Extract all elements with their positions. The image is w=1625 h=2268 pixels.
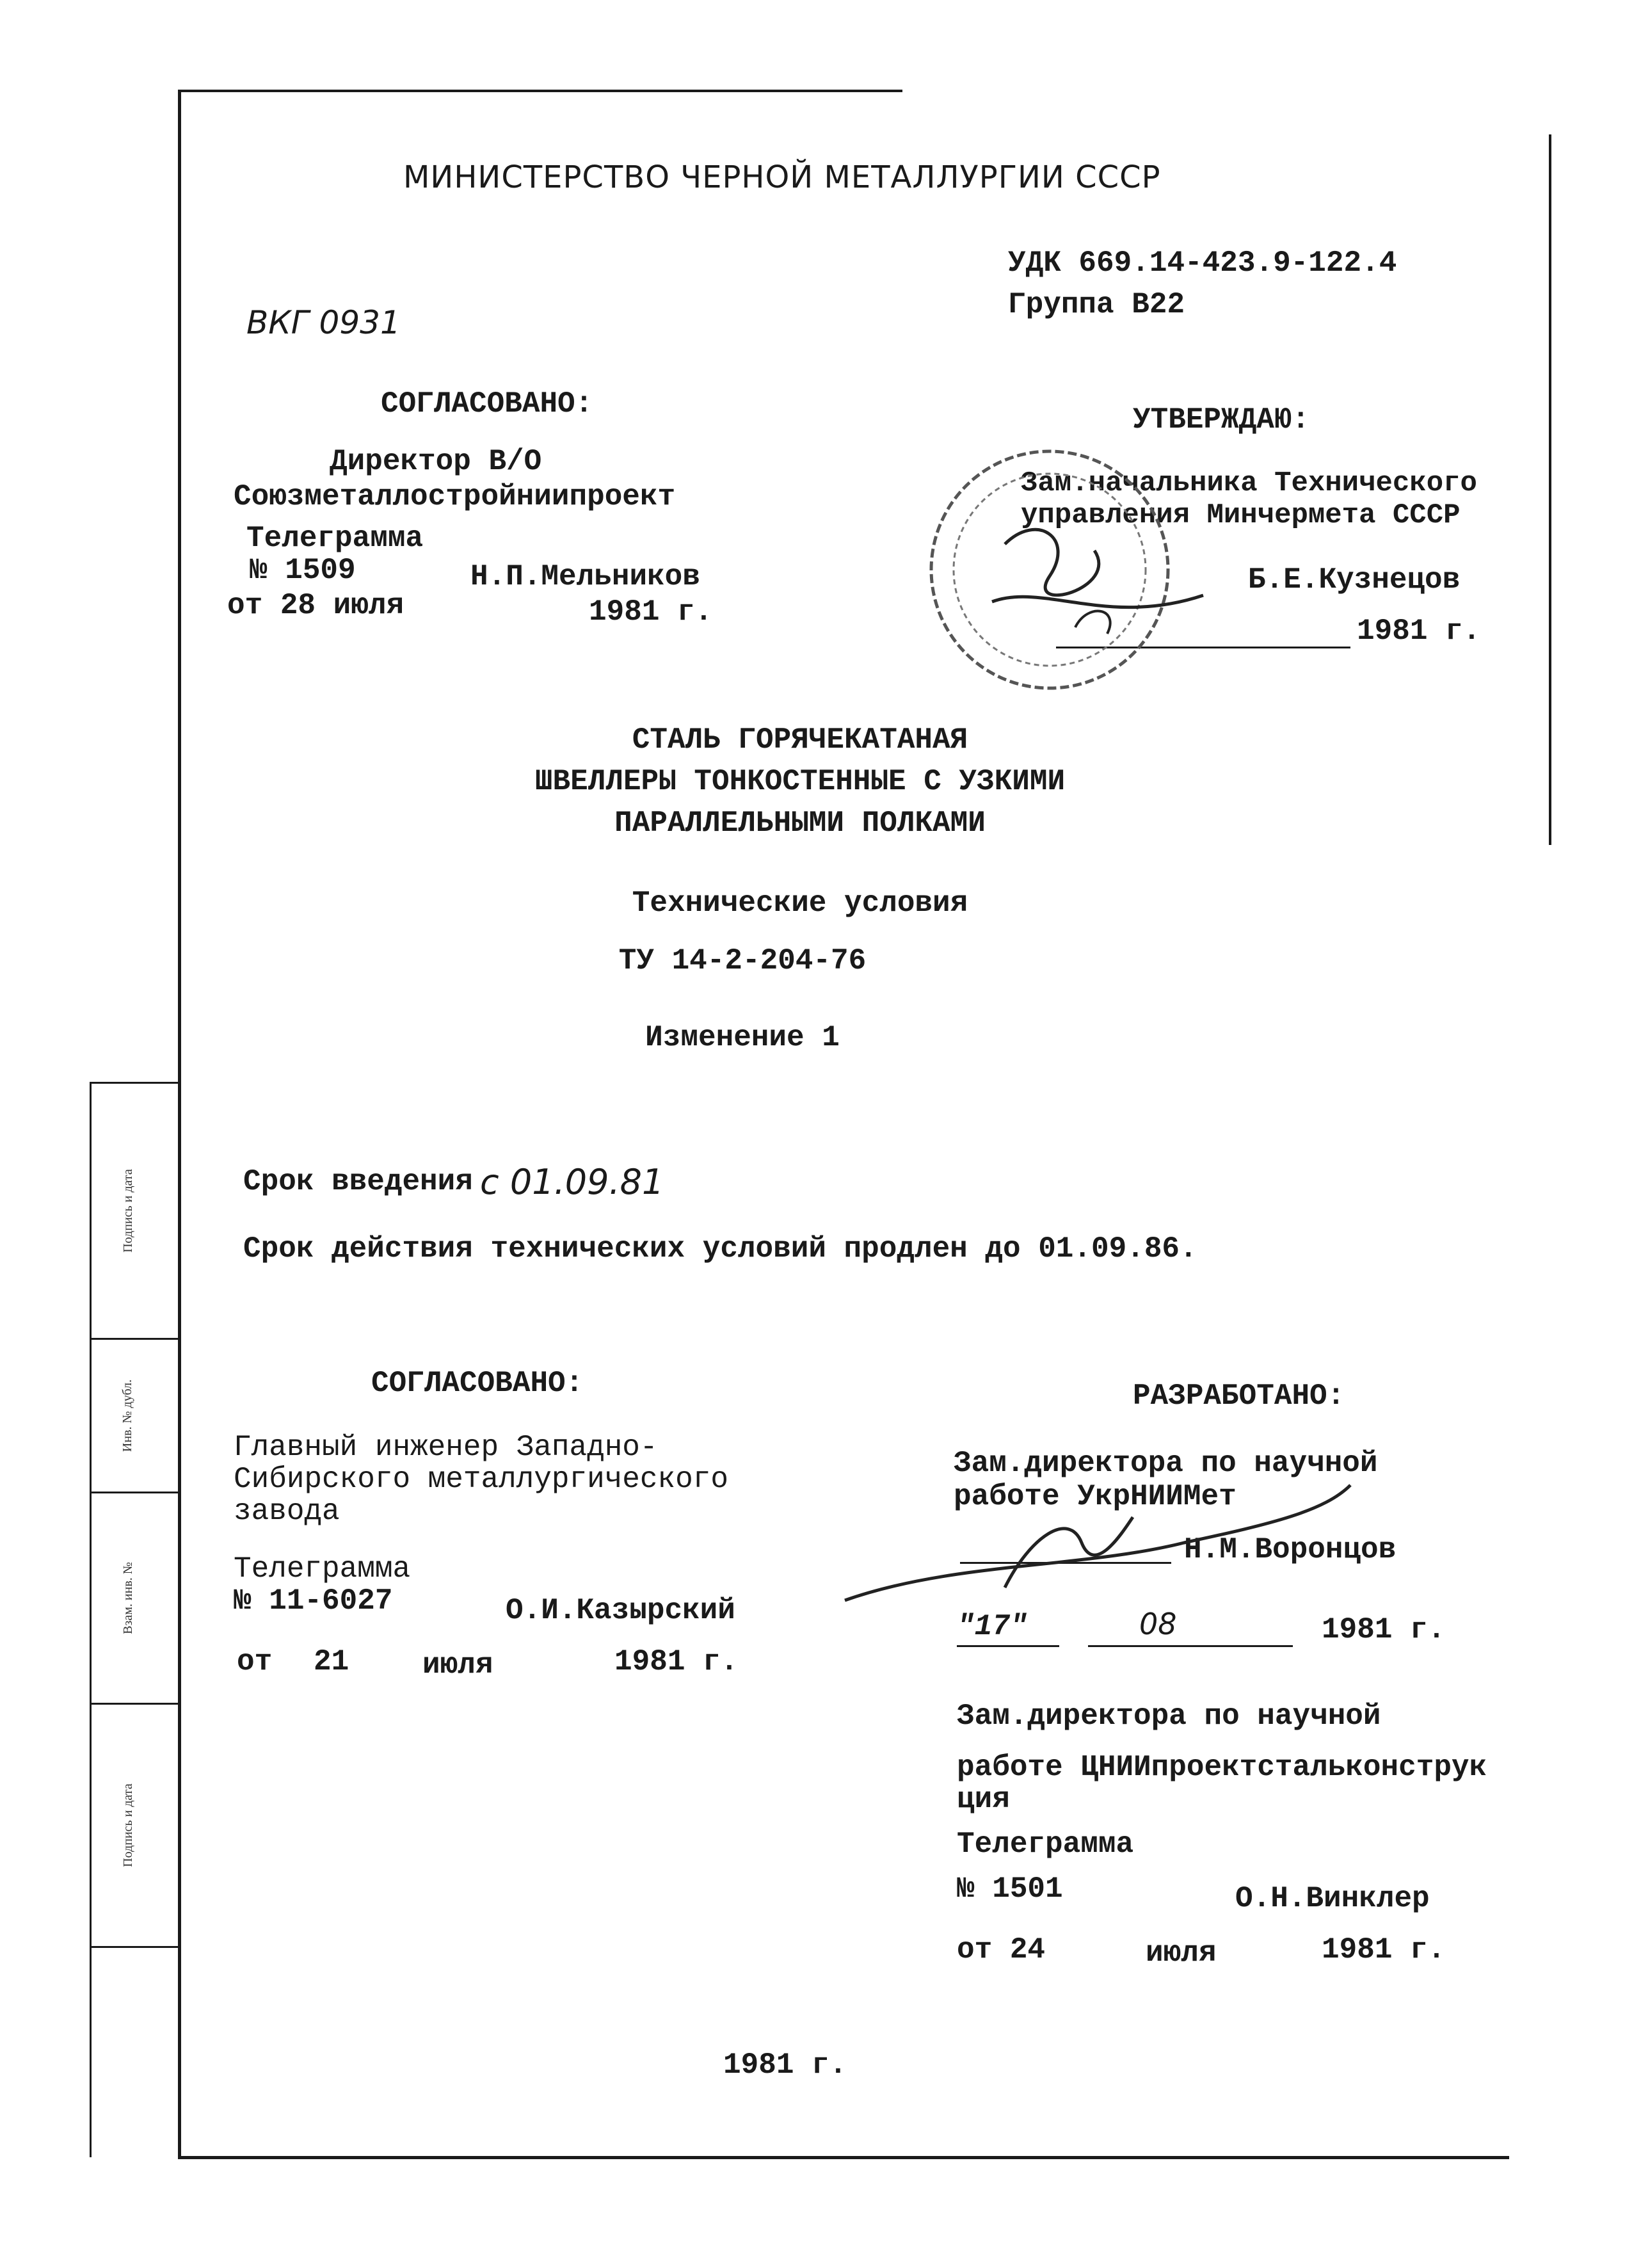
signer-name: Н.П.Мельников [470,560,700,593]
developer-date-day-blank [957,1645,1059,1647]
change-number: Изменение 1 [645,1021,840,1054]
date-year: 1981 г. [614,1645,739,1678]
date-year: 1981 г. [1322,1933,1446,1966]
side-stamp-cell: Подпись и дата [120,1169,135,1253]
date-year: 1981 г. [589,595,713,629]
telegram-number: № 11-6027 [234,1584,393,1618]
developer-position-line-2: работе УкрНИИМет [954,1480,1237,1513]
approval-position: Зам.начальника Технического [1021,467,1477,499]
developer-date-month-blank [1088,1645,1293,1647]
approval-year: 1981 г. [1357,615,1481,648]
approved-organization: Союзметаллостройниипроект [234,480,676,513]
side-stamp-cell: Инв. № дубл. [120,1379,135,1452]
developer-date-month: 08 [1139,1607,1177,1641]
date-month: июля [1146,1936,1217,1970]
developer-date-year: 1981 г. [1322,1613,1446,1646]
date-month: июля [422,1648,493,1682]
intro-date-label: Срок введения [243,1165,473,1198]
tu-number: ТУ 14-2-204-76 [618,944,867,977]
frame-left-line [178,90,181,2157]
approval-heading: УТВЕРЖДАЮ: [1133,403,1310,437]
telegram-number: № 1509 [250,554,356,587]
footer-year: 1981 г. [723,2048,847,2082]
group-code: Группа В22 [1008,288,1185,321]
developer-date-day: "17" [957,1610,1028,1643]
developer2-signer: О.Н.Винклер [1235,1882,1430,1915]
agreed-heading: СОГЛАСОВАНО: [371,1367,584,1400]
date-prefix: от [237,1645,273,1678]
date-day: 21 [314,1645,349,1678]
title-line-2: ШВЕЛЛЕРЫ ТОНКОСТЕННЫЕ С УЗКИМИ [534,765,1066,798]
title-line-1: СТАЛЬ ГОРЯЧЕКАТАНАЯ [632,723,968,757]
ministry-heading: МИНИСТЕРСТВО ЧЕРНОЙ МЕТАЛЛУРГИИ СССР [403,159,1161,195]
developer-signature [826,1460,1402,1626]
document-type: Технические условия [632,887,968,920]
developer2-position-line-3: ция [957,1783,1010,1816]
date-line: от 28 июля [227,589,404,622]
agreed-position-line-2: Сибирского металлургического [234,1463,728,1496]
telegram-label: Телеграмма [957,1828,1134,1861]
agreed-position-line-1: Главный инженер Западно- [234,1431,658,1464]
frame-right-line [1549,134,1551,845]
side-stamp-cell: Подпись и дата [120,1783,135,1867]
developer2-position-line-1: Зам.директора по научной [957,1700,1381,1733]
side-stamp-divider [90,1946,179,1948]
approval-signer: Б.Е.Кузнецов [1248,563,1461,597]
date-line: от 24 [957,1933,1046,1966]
developed-heading: РАЗРАБОТАНО: [1133,1379,1345,1413]
agreed-position-line-3: завода [234,1495,340,1528]
telegram-label: Телеграмма [246,522,424,555]
side-stamp-cell: Взам. инв. № [120,1562,135,1634]
intro-date-value: с 01.09.81 [480,1162,664,1202]
validity-statement: Срок действия технических условий продлен до 01.09.86. [243,1232,1197,1266]
round-seal-stamp [928,435,1261,704]
telegram-number: № 1501 [957,1872,1063,1906]
approved-position: Директор В/О [330,445,542,478]
udk-code: УДК 669.14-423.9-122.4 [1008,246,1397,280]
approved-heading: СОГЛАСОВАНО: [381,387,593,421]
telegram-label: Телеграмма [234,1552,411,1586]
document-code: ВКГ 0931 [246,304,401,341]
developer2-position-line-2: работе ЦНИИпроектстальконструк [957,1751,1487,1784]
title-line-3: ПАРАЛЛЕЛЬНЫМИ ПОЛКАМИ [614,807,986,840]
agreed-signer: О.И.Казырский [506,1594,735,1627]
developer-signer: Н.М.Воронцов [1184,1533,1397,1566]
developer-position-line-1: Зам.директора по научной [954,1447,1378,1480]
frame-top-line [179,90,902,92]
frame-bottom-line [178,2156,1509,2159]
approval-organization: управления Минчермета СССР [1021,499,1461,531]
